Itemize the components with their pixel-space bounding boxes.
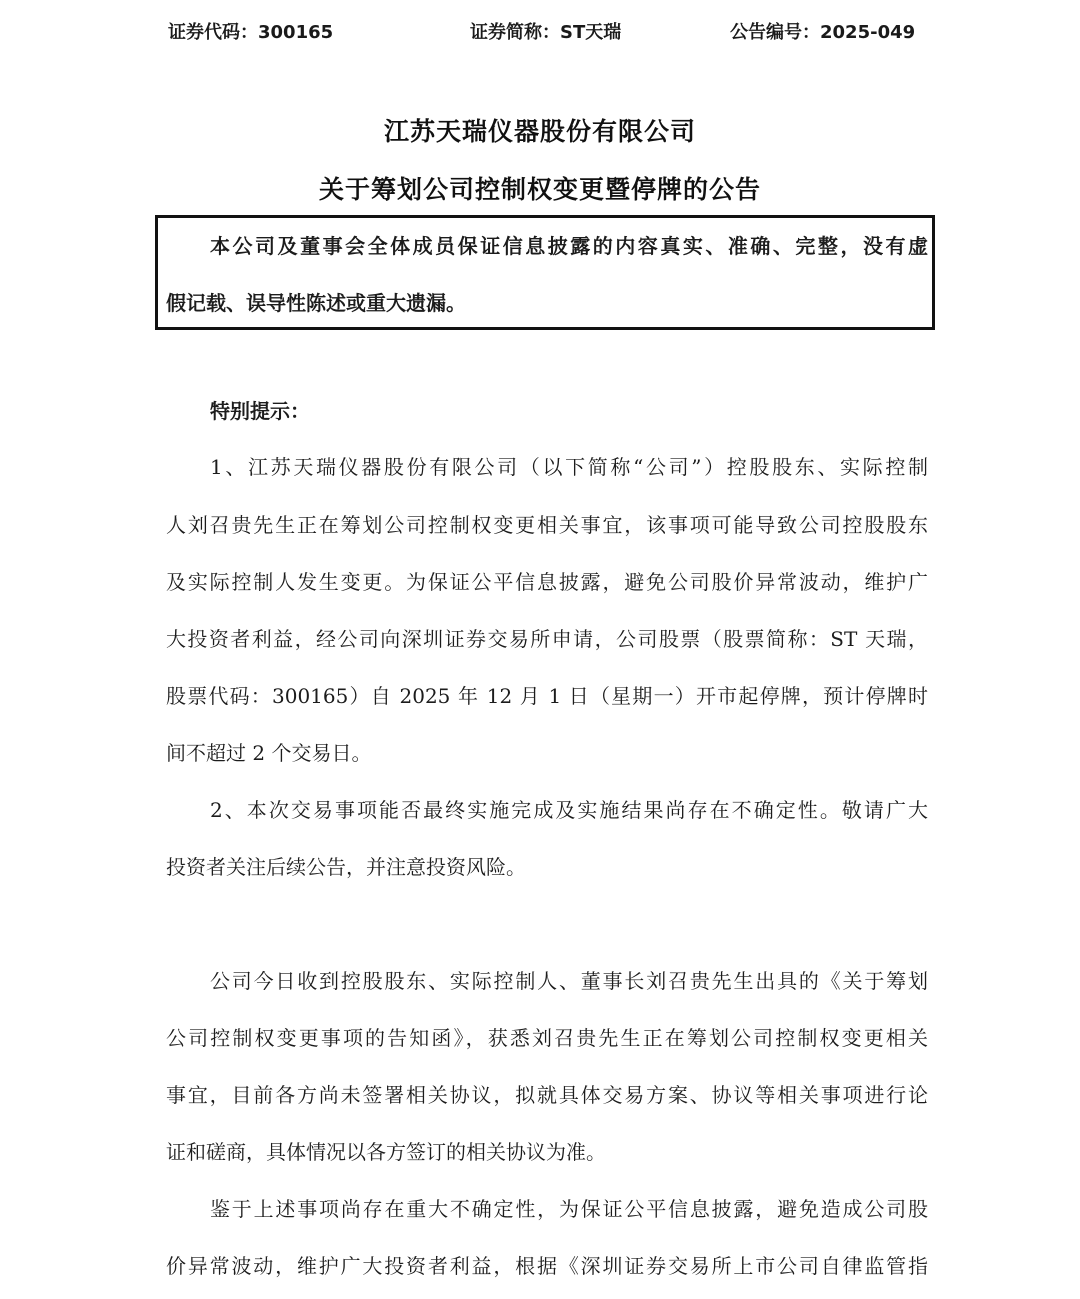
announcement-title: 关于筹划公司控制权变更暨停牌的公告 xyxy=(318,175,761,204)
body-paragraph-2-line: 价异常波动，维护广大投资者利益，根据《深圳证券交易所上市公司自律监管指 xyxy=(166,1254,928,1278)
securities-short-name: 证券简称：ST天瑞 xyxy=(470,22,622,43)
tip-item-1-line: 及实际控制人发生变更。为保证公平信息披露，避免公司股价异常波动，维护广 xyxy=(166,570,928,594)
tip-item-1-line: 大投资者利益，经公司向深圳证券交易所申请，公司股票（股票简称：ST 天瑞， xyxy=(166,627,928,651)
statement-line: 本公司及董事会全体成员保证信息披露的内容真实、准确、完整，没有虚 xyxy=(210,234,928,258)
body-paragraph-2-line: 鉴于上述事项尚存在重大不确定性，为保证公平信息披露，避免造成公司股 xyxy=(210,1197,928,1221)
body-paragraph-1-line: 证和磋商，具体情况以各方签订的相关协议为准。 xyxy=(166,1140,606,1164)
tip-item-1-line: 股票代码：300165）自 2025 年 12 月 1 日（星期一）开市起停牌，预计停牌时 xyxy=(166,684,928,708)
tip-item-1-line: 间不超过 2 个交易日。 xyxy=(166,741,372,765)
body-paragraph-1-line: 事宜，目前各方尚未签署相关协议，拟就具体交易方案、协议等相关事项进行论 xyxy=(166,1083,928,1107)
tip-item-2-line: 投资者关注后续公告，并注意投资风险。 xyxy=(166,855,526,879)
document-header xyxy=(0,14,1080,46)
company-title: 江苏天瑞仪器股份有限公司 xyxy=(383,117,696,146)
securities-code: 证券代码：300165 xyxy=(168,22,334,43)
body-paragraph-1-line: 公司今日收到控股股东、实际控制人、董事长刘召贵先生出具的《关于筹划 xyxy=(210,969,928,993)
body-paragraph-1-line: 公司控制权变更事项的告知函》，获悉刘召贵先生正在筹划公司控制权变更相关 xyxy=(166,1026,928,1050)
special-tips-heading: 特别提示： xyxy=(210,399,310,423)
tip-item-2-line: 2、本次交易事项能否最终实施完成及实施结果尚存在不确定性。敬请广大 xyxy=(210,798,928,822)
tip-item-1-line: 1、江苏天瑞仪器股份有限公司（以下简称“公司”）控股股东、实际控制 xyxy=(210,455,928,479)
statement-line: 假记载、误导性陈述或重大遗漏。 xyxy=(166,291,466,315)
tip-item-1-line: 人刘召贵先生正在筹划公司控制权变更相关事宜，该事项可能导致公司控股股东 xyxy=(166,513,928,537)
notice-number: 公告编号：2025-049 xyxy=(730,22,916,43)
